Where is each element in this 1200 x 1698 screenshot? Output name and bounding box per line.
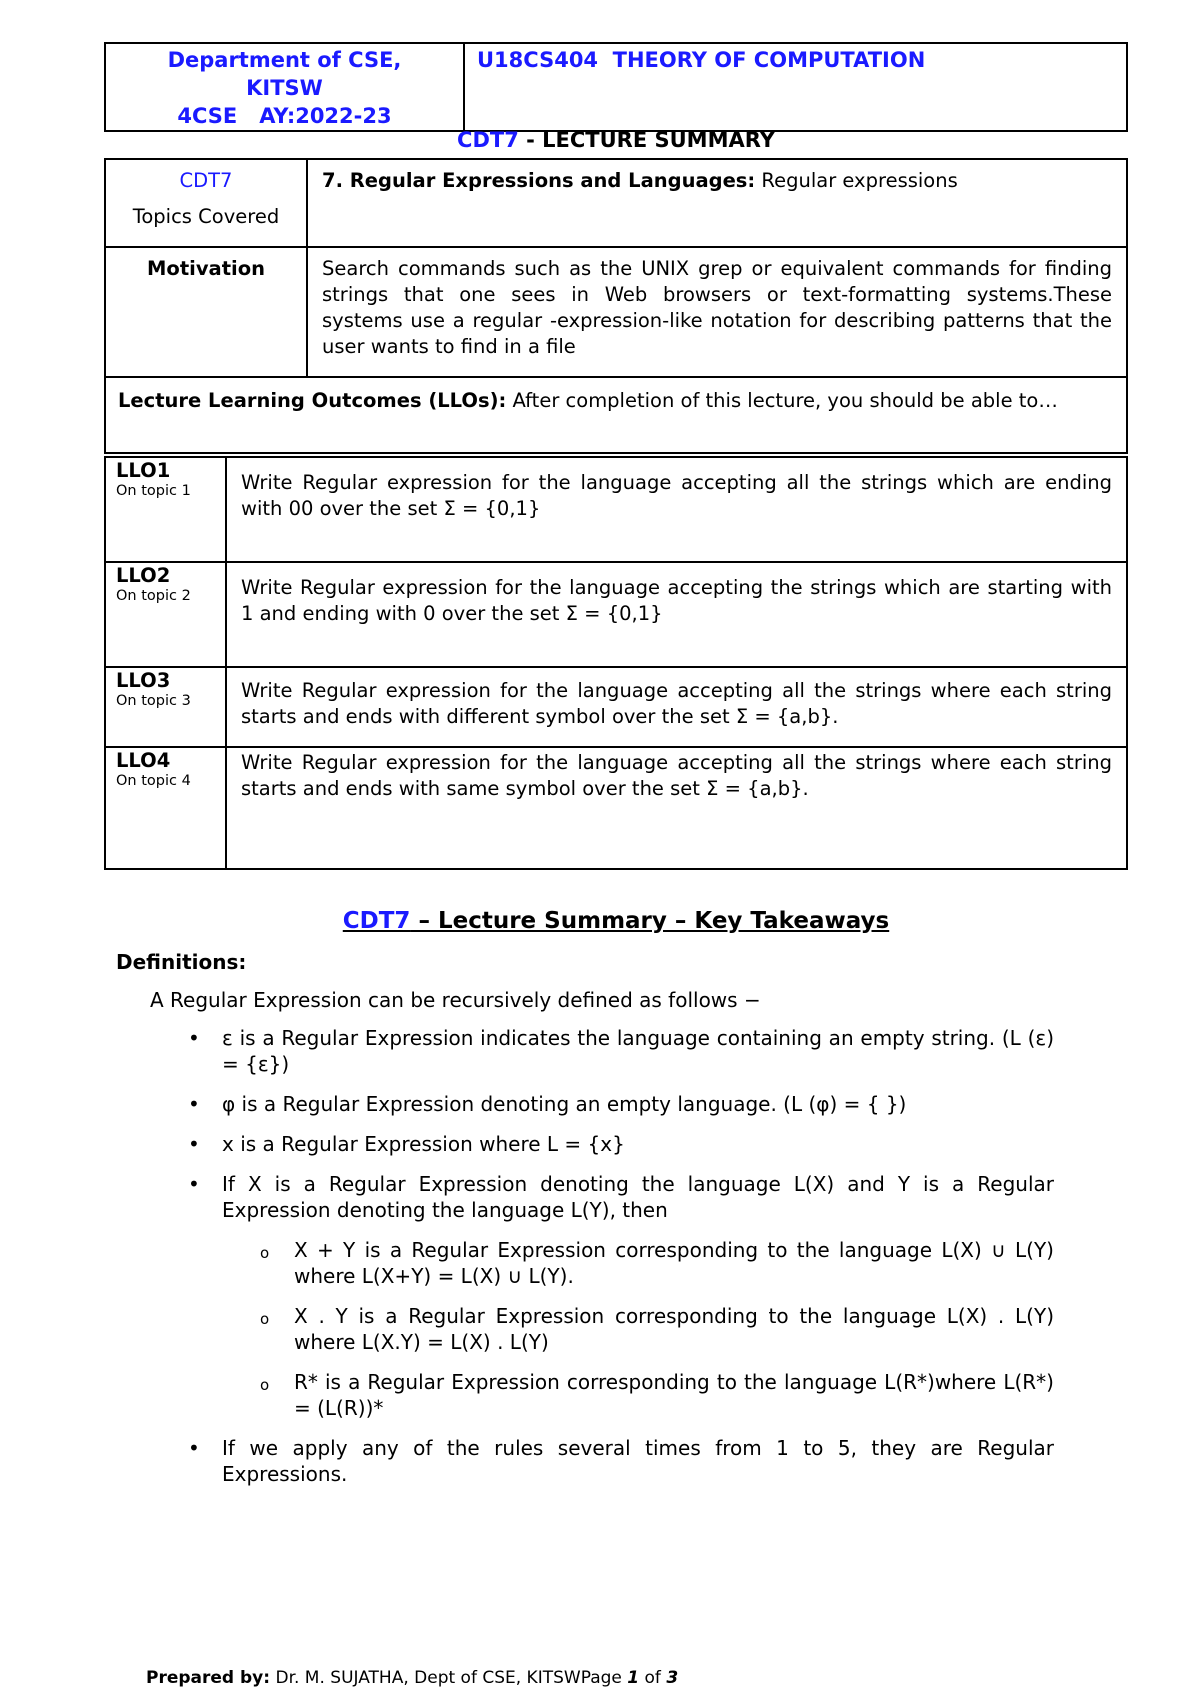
llo-label-cell	[105, 457, 226, 562]
definitions-intro: A Regular Expression can be recursively defined as follows −	[150, 988, 761, 1012]
list-item-text: ε is a Regular Expression indicates the language containing an empty string. (L (ε) = {ε})	[222, 1026, 1054, 1076]
department-cell	[105, 43, 464, 131]
bullet-icon: •	[188, 1132, 200, 1156]
definitions-label: Definitions:	[116, 950, 247, 974]
circle-bullet-icon: o	[260, 1376, 270, 1394]
llo-label: LLO1	[116, 459, 171, 482]
topics-row	[105, 159, 1127, 247]
llo-topic: On topic 4	[116, 773, 191, 789]
llo-label: LLO2	[116, 564, 171, 587]
list-item-text: x is a Regular Expression where L = {x}	[222, 1132, 625, 1156]
topics-content-cell	[307, 159, 1127, 247]
footer-of-label: of	[639, 1668, 667, 1688]
llo-row	[105, 562, 1127, 667]
footer-prepared-text: Dr. M. SUJATHA, Dept of CSE, KITSW	[270, 1668, 581, 1688]
llo-table	[104, 456, 1128, 870]
summary-code: CDT7	[457, 128, 519, 152]
llo-label: LLO3	[116, 669, 171, 692]
topics-text: Regular expressions	[755, 169, 958, 192]
key-takeaways-title	[104, 908, 1128, 934]
llo-row	[105, 457, 1127, 562]
sub-list-item	[260, 1303, 1054, 1355]
llo-row	[105, 667, 1127, 747]
llo-intro-cell	[105, 377, 1127, 453]
circle-bullet-icon: o	[260, 1244, 270, 1262]
llo-text-cell	[226, 667, 1127, 747]
sub-list-item-text: X + Y is a Regular Expression corresponding to the language L(X) ∪ L(Y) where L(X+Y) = L(X) ∪ L(Y).	[294, 1238, 1054, 1288]
course-title: U18CS404 THEORY OF COMPUTATION	[477, 48, 926, 72]
circle-bullet-icon: o	[260, 1310, 270, 1328]
llo-topic: On topic 1	[116, 483, 191, 499]
motivation-content-cell	[307, 247, 1127, 377]
topics-code: CDT7	[179, 169, 233, 192]
footer-page-label: Page	[580, 1668, 628, 1688]
llo-intro-text: After completion of this lecture, you should be able to…	[506, 389, 1058, 412]
lecture-table	[104, 158, 1128, 454]
sub-list-item	[260, 1237, 1054, 1289]
department-line-2: KITSW	[246, 76, 323, 100]
llo-text-cell	[226, 457, 1127, 562]
list-item-text: If X is a Regular Expression denoting the language L(X) and Y is a Regular Expression denoting the language L(Y), then	[222, 1172, 1054, 1222]
header-table	[104, 42, 1128, 132]
key-takeaways-rest: – Lecture Summary – Key Takeaways	[410, 908, 890, 934]
motivation-row	[105, 247, 1127, 377]
topics-covered-label: Topics Covered	[132, 205, 280, 228]
list-item-text: If we apply any of the rules several times from 1 to 5, they are Regular Expressions.	[222, 1436, 1054, 1486]
sub-list-item-text: X . Y is a Regular Expression corresponding to the language L(X) . L(Y) where L(X.Y) = L(X) . L(Y)	[294, 1304, 1054, 1354]
llo-label-cell	[105, 562, 226, 667]
topics-label-cell	[105, 159, 307, 247]
list-item	[188, 1131, 1054, 1157]
lecture-summary-title	[104, 128, 1128, 152]
llo-text-cell	[226, 562, 1127, 667]
bullet-icon: •	[188, 1172, 200, 1196]
motivation-label-cell	[105, 247, 307, 377]
list-item-text: φ is a Regular Expression denoting an empty language. (L (φ) = { })	[222, 1092, 907, 1116]
list-item	[188, 1435, 1054, 1487]
llo-intro-label: Lecture Learning Outcomes (LLOs):	[118, 389, 507, 412]
bullet-icon: •	[188, 1026, 200, 1050]
llo-text: Write Regular expression for the language accepting all the strings where each string starts and ends with same symbol over the set Σ = {a,b}.	[241, 751, 1112, 800]
llo-text-cell	[226, 747, 1127, 869]
llo-row	[105, 747, 1127, 869]
footer-prepared-label: Prepared by:	[146, 1668, 271, 1688]
summary-rest: - LECTURE SUMMARY	[518, 128, 775, 152]
sub-list-item	[260, 1369, 1054, 1421]
bullet-icon: •	[188, 1436, 200, 1460]
llo-topic: On topic 2	[116, 588, 191, 604]
motivation-text: Search commands such as the UNIX grep or equivalent commands for finding strings that one sees in Web browsers or text-formatting systems.These systems use a regular -expression-like notation for describing patterns that the user wants to find in a file	[322, 257, 1112, 358]
topics-title: 7. Regular Expressions and Languages:	[322, 169, 756, 192]
list-item	[188, 1171, 1054, 1421]
definitions-list	[188, 1025, 1054, 1501]
llo-intro-row	[105, 377, 1127, 453]
llo-text: Write Regular expression for the language accepting all the strings where each string starts and ends with different symbol over the set Σ = {a,b}.	[241, 679, 1112, 728]
sub-list	[260, 1237, 1054, 1421]
llo-topic: On topic 3	[116, 693, 191, 709]
page-footer	[146, 1668, 678, 1688]
key-takeaways-code: CDT7	[342, 908, 411, 934]
sub-list-item-text: R* is a Regular Expression corresponding to the language L(R*)where L(R*) = (L(R))*	[294, 1370, 1054, 1420]
footer-page-number: 1	[627, 1668, 640, 1688]
llo-label-cell	[105, 667, 226, 747]
motivation-label: Motivation	[147, 257, 265, 280]
course-cell	[464, 43, 1127, 131]
department-line-3: 4CSE AY:2022-23	[177, 104, 392, 128]
llo-text: Write Regular expression for the language accepting the strings which are starting with 1 and ending with 0 over the set Σ = {0,1}	[241, 576, 1112, 625]
llo-label: LLO4	[116, 749, 171, 772]
footer-page-total: 3	[666, 1668, 679, 1688]
llo-label-cell	[105, 747, 226, 869]
department-line-1: Department of CSE,	[167, 48, 402, 72]
llo-text: Write Regular expression for the language accepting all the strings which are ending with 00 over the set Σ = {0,1}	[241, 471, 1112, 520]
list-item	[188, 1091, 1054, 1117]
bullet-icon: •	[188, 1092, 200, 1116]
list-item	[188, 1025, 1054, 1077]
